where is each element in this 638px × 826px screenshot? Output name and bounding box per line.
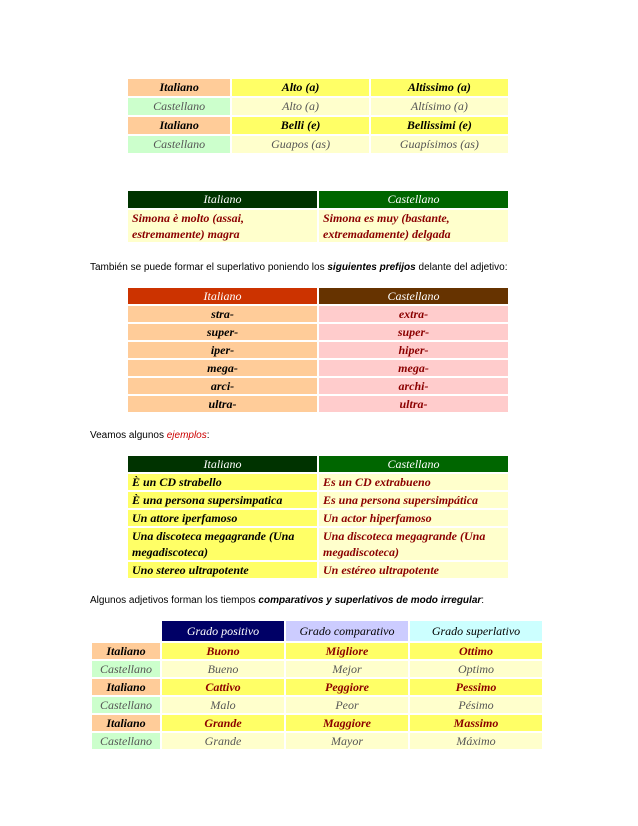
cell: Peor — [286, 697, 408, 713]
table-row — [128, 98, 508, 115]
table-row — [92, 697, 542, 713]
examples-link[interactable]: ejemplos — [166, 430, 207, 441]
cell: Maggiore — [286, 715, 408, 731]
cell: Un attore iperfamoso — [128, 510, 317, 526]
cell: Castellano — [92, 697, 160, 713]
header-cell: Castellano — [319, 191, 508, 208]
header-cell: Grado positivo — [162, 621, 284, 641]
cell: archi- — [319, 378, 508, 394]
cell: extra- — [319, 306, 508, 322]
cell: Alto (a) — [232, 79, 368, 96]
table-header-row — [128, 191, 508, 208]
cell: Altissimo (a) — [371, 79, 508, 96]
table-row — [128, 474, 508, 490]
paragraph-text: Veamos algunos — [90, 430, 167, 441]
cell: Italiano — [92, 643, 160, 659]
cell: Cattivo — [162, 679, 284, 695]
table-row — [128, 79, 508, 96]
table-row — [128, 136, 508, 153]
cell: Peggiore — [286, 679, 408, 695]
cell: Un actor hiperfamoso — [319, 510, 508, 526]
table-row — [128, 210, 508, 242]
paragraph-text: delante del adjetivo: — [415, 262, 508, 273]
cell: Una discoteca megagrande (Una megadiscoteca) — [128, 528, 317, 560]
cell: Máximo — [410, 733, 542, 749]
cell: Italiano — [92, 715, 160, 731]
table-header-row — [92, 621, 542, 641]
paragraph-text: : — [206, 430, 210, 441]
cell: Mejor — [286, 661, 408, 677]
cell: Es un CD extrabueno — [319, 474, 508, 490]
table-row — [128, 306, 508, 322]
cell: super- — [319, 324, 508, 340]
paragraph-irregular — [90, 595, 484, 606]
cell: super- — [128, 324, 317, 340]
paragraph-prefixes — [90, 262, 507, 273]
header-cell: Grado comparativo — [286, 621, 408, 641]
cell: Optimo — [410, 661, 542, 677]
paragraph-text: Algunos adjetivos forman los tiempos — [90, 595, 259, 606]
cell: Un estéreo ultrapotente — [319, 562, 508, 578]
cell: Bueno — [162, 661, 284, 677]
table-row — [92, 661, 542, 677]
cell: Guapos (as) — [232, 136, 368, 153]
cell: Massimo — [410, 715, 542, 731]
cell: mega- — [319, 360, 508, 376]
cell: Belli (e) — [232, 117, 368, 134]
cell: Bellissimi (e) — [371, 117, 508, 134]
paragraph-bold: siguientes prefijos — [327, 262, 416, 273]
empty-cell — [92, 621, 160, 641]
cell: Malo — [162, 697, 284, 713]
cell: Castellano — [128, 136, 230, 153]
header-cell: Castellano — [319, 456, 508, 472]
table-row — [128, 378, 508, 394]
cell: Simona es muy (bastante, extremadamente) delgada — [319, 210, 508, 242]
cell: Castellano — [92, 733, 160, 749]
table-row — [128, 528, 508, 560]
cell: iper- — [128, 342, 317, 358]
paragraph-text: También se puede formar el superlativo poniendo los — [90, 262, 328, 273]
cell: Grande — [162, 733, 284, 749]
table-simona — [126, 189, 510, 244]
cell: Uno stereo ultrapotente — [128, 562, 317, 578]
paragraph-bold: comparativos y superlativos de modo irregular — [258, 595, 482, 606]
table-row — [128, 360, 508, 376]
cell: Buono — [162, 643, 284, 659]
table-row — [128, 396, 508, 412]
cell: Altísimo (a) — [371, 98, 508, 115]
table-row — [92, 733, 542, 749]
cell: Italiano — [92, 679, 160, 695]
table-prefixes — [126, 286, 510, 414]
table-irregular — [90, 619, 544, 751]
table-row — [128, 510, 508, 526]
header-cell: Castellano — [319, 288, 508, 304]
table-alto-belli — [126, 77, 510, 155]
table-row — [128, 324, 508, 340]
cell: arci- — [128, 378, 317, 394]
table-row — [92, 643, 542, 659]
cell: Alto (a) — [232, 98, 368, 115]
cell: Migliore — [286, 643, 408, 659]
cell: È un CD strabello — [128, 474, 317, 490]
table-row — [92, 679, 542, 695]
table-row — [128, 492, 508, 508]
cell: Pessimo — [410, 679, 542, 695]
paragraph-examples — [90, 430, 210, 441]
cell: stra- — [128, 306, 317, 322]
cell: Mayor — [286, 733, 408, 749]
cell: Simona è molto (assai, estremamente) magra — [128, 210, 317, 242]
header-cell: Italiano — [128, 191, 317, 208]
header-cell: Grado superlativo — [410, 621, 542, 641]
table-row — [128, 562, 508, 578]
table-examples — [126, 454, 510, 580]
cell: Castellano — [128, 98, 230, 115]
cell: Ottimo — [410, 643, 542, 659]
cell: ultra- — [128, 396, 317, 412]
table-row — [128, 117, 508, 134]
table-header-row — [128, 288, 508, 304]
cell: Italiano — [128, 79, 230, 96]
paragraph-text: : — [481, 595, 485, 606]
cell: Pésimo — [410, 697, 542, 713]
cell: hiper- — [319, 342, 508, 358]
table-header-row — [128, 456, 508, 472]
cell: Castellano — [92, 661, 160, 677]
cell: È una persona supersimpatica — [128, 492, 317, 508]
cell: Es una persona supersimpática — [319, 492, 508, 508]
cell: Grande — [162, 715, 284, 731]
cell: Una discoteca megagrande (Una megadiscoteca) — [319, 528, 508, 560]
cell: Guapísimos (as) — [371, 136, 508, 153]
cell: mega- — [128, 360, 317, 376]
cell: ultra- — [319, 396, 508, 412]
table-row — [92, 715, 542, 731]
header-cell: Italiano — [128, 288, 317, 304]
header-cell: Italiano — [128, 456, 317, 472]
cell: Italiano — [128, 117, 230, 134]
table-row — [128, 342, 508, 358]
